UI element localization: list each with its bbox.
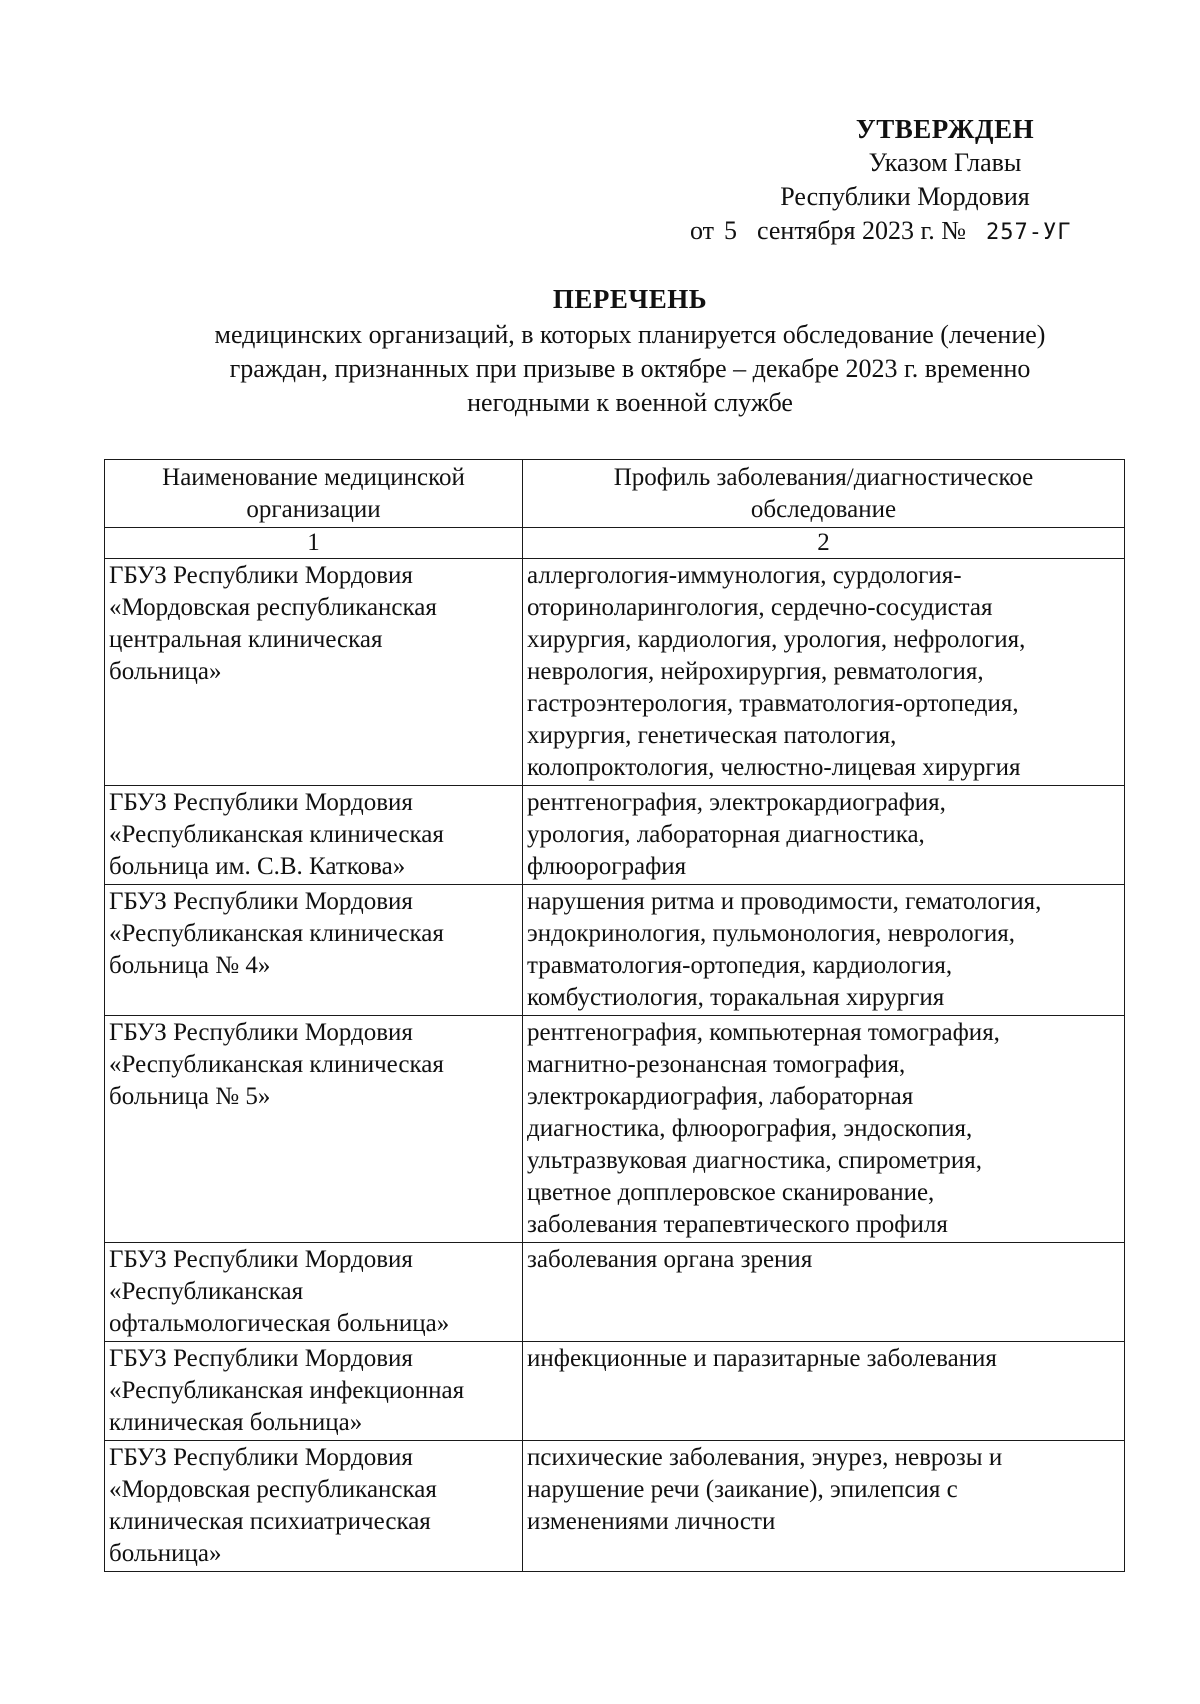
document-subtitle-line: медицинских организаций, в которых планируется обследование (лечение) — [214, 320, 1046, 349]
approval-date-prefix: от — [690, 216, 715, 245]
organization-name-cell — [105, 885, 523, 1016]
table-body — [105, 559, 1125, 1572]
table-row — [105, 885, 1125, 1016]
organization-name-line: «Республиканская клиническая — [109, 821, 444, 848]
organization-name-line: «Республиканская клиническая — [109, 1051, 444, 1078]
approval-month-year: сентября 2023 г. № — [757, 216, 967, 245]
document-subtitle-line: негодными к военной службе — [467, 388, 793, 417]
approval-heading: УТВЕРЖДЕН — [855, 114, 1035, 144]
approval-line-decree: Указом Главы — [868, 148, 1022, 177]
profile-cell — [523, 786, 1125, 885]
approval-day: 5 — [724, 216, 738, 245]
organization-name-line: больница» — [109, 658, 222, 685]
table-row — [105, 559, 1125, 786]
profile-line: заболевания органа зрения — [527, 1246, 813, 1273]
profile-line: рентгенография, компьютерная томография, — [527, 1019, 1000, 1046]
document-subtitle-line: граждан, признанных при призыве в октябре – декабре 2023 г. временно — [229, 354, 1031, 383]
organization-name-cell — [105, 786, 523, 885]
profile-line: неврология, нейрохирургия, ревматология, — [527, 658, 984, 685]
organization-name-line: ГБУЗ Республики Мордовия — [109, 1019, 413, 1046]
profile-line: рентгенография, электрокардиография, — [527, 789, 946, 816]
profile-line: изменениями личности — [527, 1508, 776, 1535]
table-row — [105, 1243, 1125, 1342]
profile-line: нарушение речи (заикание), эпилепсия с — [527, 1476, 958, 1503]
profile-line: диагностика, флюорография, эндоскопия, — [527, 1115, 973, 1142]
organization-name-line: ГБУЗ Республики Мордовия — [109, 789, 413, 816]
profile-line: заболевания терапевтического профиля — [527, 1211, 948, 1238]
column-header-profile: Профиль заболевания/диагностическое обследование — [523, 460, 1125, 528]
organization-name-line: больница № 4» — [109, 952, 271, 979]
organization-name-line: офтальмологическая больница» — [109, 1310, 450, 1337]
organization-name-line: ГБУЗ Республики Мордовия — [109, 562, 413, 589]
profile-line: нарушения ритма и проводимости, гематология, — [527, 888, 1042, 915]
profile-line: психические заболевания, энурез, неврозы и — [527, 1444, 1003, 1471]
table-row — [105, 1441, 1125, 1572]
document-title: ПЕРЕЧЕНЬ — [552, 284, 708, 314]
profile-line: ультразвуковая диагностика, спирометрия, — [527, 1147, 983, 1174]
organization-name-line: ГБУЗ Республики Мордовия — [109, 888, 413, 915]
organization-name-line: ГБУЗ Республики Мордовия — [109, 1444, 413, 1471]
profile-line: цветное допплеровское сканирование, — [527, 1179, 935, 1206]
table-header-row — [105, 460, 1125, 528]
organization-name-line: больница» — [109, 1540, 222, 1567]
approval-number: 257-УГ — [986, 220, 1072, 245]
organization-name-cell — [105, 559, 523, 786]
organization-name-line: «Республиканская клиническая — [109, 920, 444, 947]
profile-cell — [523, 559, 1125, 786]
profile-line: хирургия, кардиология, урология, нефрология, — [527, 626, 1026, 653]
organization-name-cell — [105, 1342, 523, 1441]
profile-line: инфекционные и паразитарные заболевания — [527, 1345, 997, 1372]
organization-name-line: «Мордовская республиканская — [109, 1476, 437, 1503]
organizations-table — [104, 459, 1125, 1572]
document-title-block — [150, 282, 1110, 420]
organization-name-line: «Республиканская инфекционная — [109, 1377, 465, 1404]
organization-name-line: клиническая психиатрическая — [109, 1508, 431, 1535]
profile-line: магнитно-резонансная томография, — [527, 1051, 906, 1078]
profile-cell — [523, 885, 1125, 1016]
profile-line: хирургия, генетическая патология, — [527, 722, 897, 749]
profile-line: травматология-ортопедия, кардиология, — [527, 952, 953, 979]
organization-name-line: ГБУЗ Республики Мордовия — [109, 1345, 413, 1372]
profile-line: оториноларингология, сердечно-сосудистая — [527, 594, 993, 621]
organization-name-cell — [105, 1441, 523, 1572]
organization-name-line: больница им. С.В. Каткова» — [109, 853, 406, 880]
profile-cell — [523, 1441, 1125, 1572]
organization-name-cell — [105, 1016, 523, 1243]
profile-cell — [523, 1342, 1125, 1441]
column-number: 2 — [523, 528, 1125, 559]
table-row — [105, 786, 1125, 885]
organization-name-line: больница № 5» — [109, 1083, 271, 1110]
organization-name-line: «Республиканская — [109, 1278, 304, 1305]
approval-line-date — [690, 214, 1120, 250]
profile-cell — [523, 1243, 1125, 1342]
profile-line: аллергология-иммунология, сурдология- — [527, 562, 962, 589]
organization-name-line: ГБУЗ Республики Мордовия — [109, 1246, 413, 1273]
table-row — [105, 1016, 1125, 1243]
profile-cell — [523, 1016, 1125, 1243]
profile-line: колопроктология, челюстно-лицевая хирургия — [527, 754, 1021, 781]
organization-name-line: центральная клиническая — [109, 626, 383, 653]
profile-line: эндокринология, пульмонология, неврология, — [527, 920, 1015, 947]
approval-stamp-block — [660, 112, 1120, 250]
profile-line: электрокардиография, лабораторная — [527, 1083, 914, 1110]
organization-name-line: «Мордовская республиканская — [109, 594, 437, 621]
column-header-organization: Наименование медицинской организации — [105, 460, 523, 528]
organization-name-line: клиническая больница» — [109, 1409, 363, 1436]
profile-line: гастроэнтерология, травматология-ортопедия, — [527, 690, 1019, 717]
table-row — [105, 1342, 1125, 1441]
approval-line-republic: Республики Мордовия — [780, 182, 1030, 211]
profile-line: комбустиология, торакальная хирургия — [527, 984, 945, 1011]
profile-line: флюорография — [527, 853, 687, 880]
profile-line: урология, лабораторная диагностика, — [527, 821, 925, 848]
organization-name-cell — [105, 1243, 523, 1342]
column-number: 1 — [105, 528, 523, 559]
column-number-row — [105, 528, 1125, 559]
